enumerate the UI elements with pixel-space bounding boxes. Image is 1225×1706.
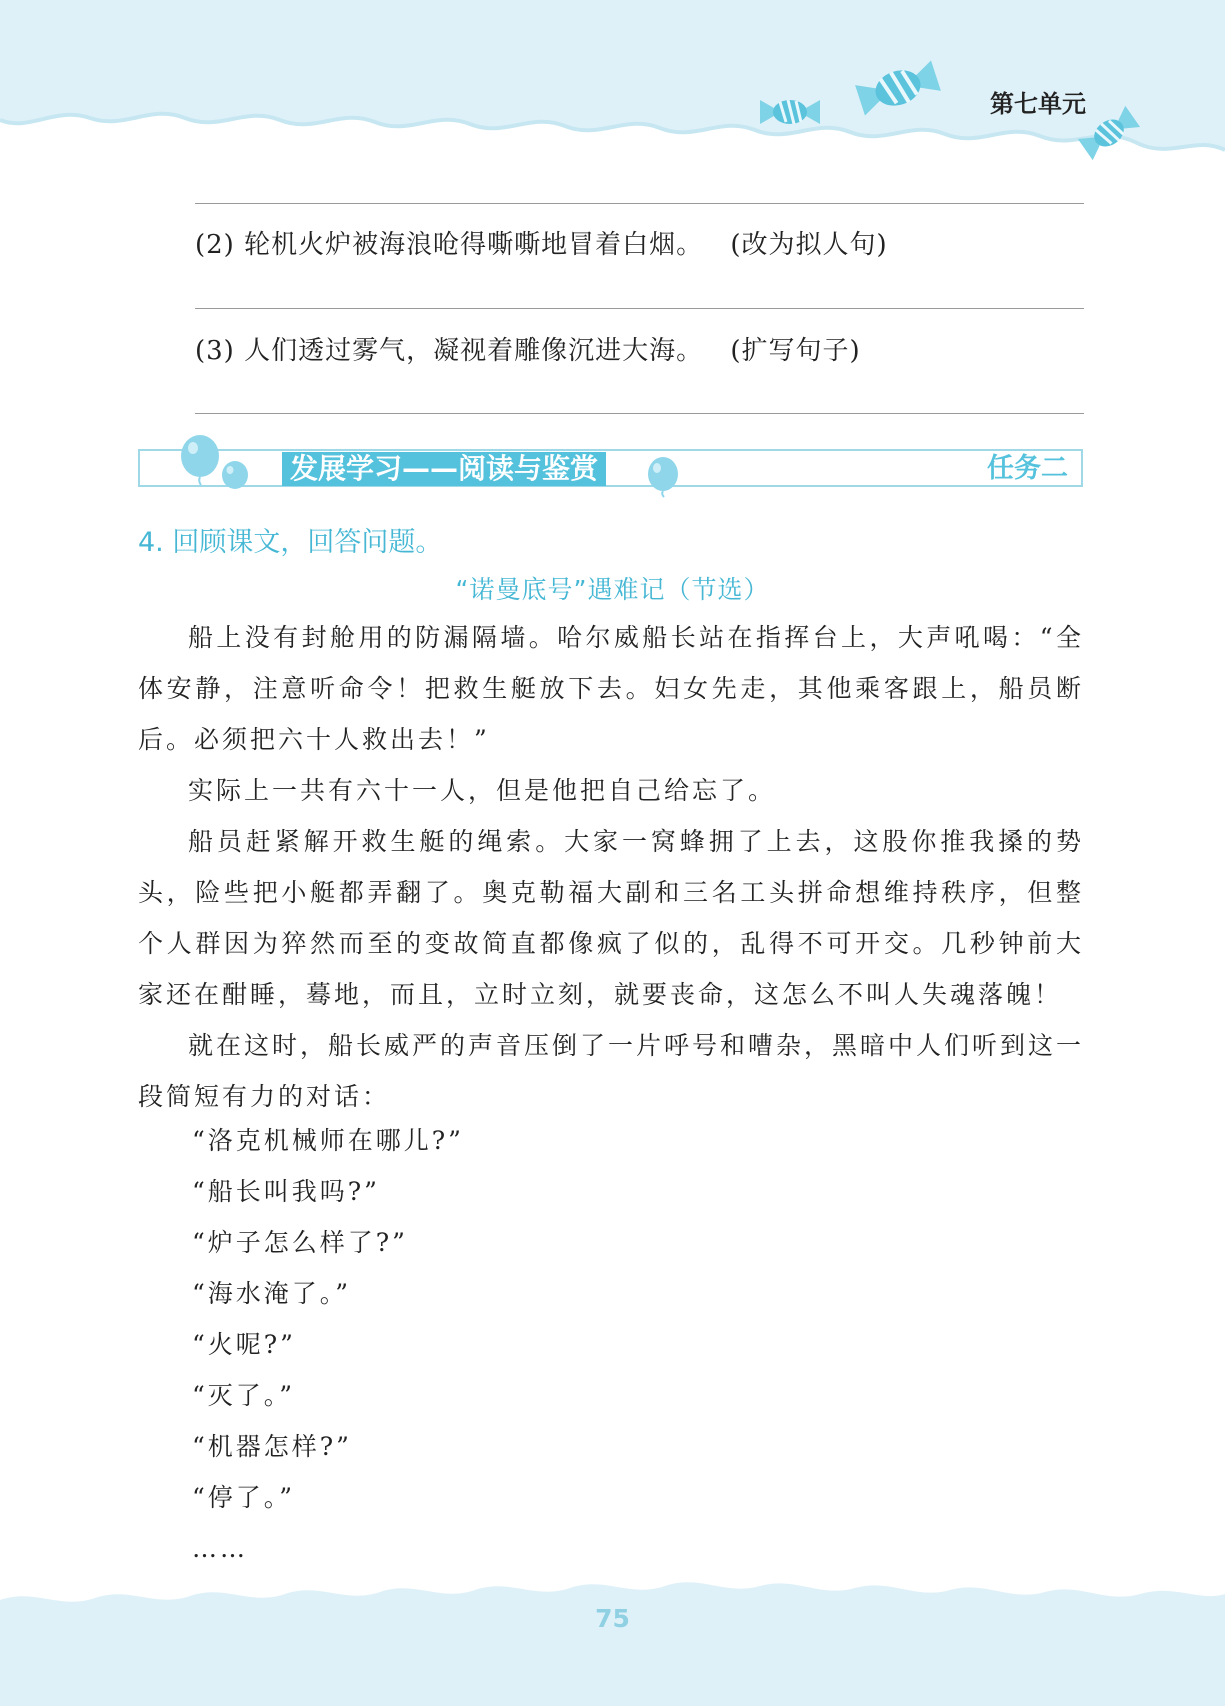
dialog-line: “海水淹了。”: [192, 1279, 352, 1308]
exercise-item: [195, 224, 888, 261]
exercise-item: [195, 330, 861, 367]
dialog-block: [192, 1115, 464, 1574]
answer-line[interactable]: [195, 413, 1084, 414]
dialog-line: “机器怎样?”: [192, 1432, 352, 1461]
dialog-line: “停了。”: [192, 1483, 296, 1512]
section-banner-task: 任务二: [987, 453, 1068, 484]
balloon-icon: [645, 456, 681, 498]
passage-title: “诺曼底号”遇难记（节选）: [455, 575, 770, 604]
passage-paragraph: 实际上一共有六十一人，但是他把自己给忘了。: [188, 776, 777, 805]
exercise-label: (2): [195, 230, 235, 260]
page-number: 75: [595, 1604, 630, 1633]
bottom-wave-decoration: [0, 1580, 1225, 1706]
answer-line[interactable]: [195, 308, 1084, 309]
section-banner-label: 发展学习——阅读与鉴赏: [282, 452, 606, 486]
dialog-line: “灭了。”: [192, 1381, 296, 1410]
answer-line[interactable]: [195, 203, 1084, 204]
exercise-label: (3): [195, 336, 235, 366]
dialog-line: “船长叫我吗?”: [192, 1177, 380, 1206]
exercise-hint: (扩写句子): [730, 336, 861, 366]
balloon-icon: [178, 434, 222, 486]
exercise-text: 轮机火炉被海浪呛得嘶嘶地冒着白烟。: [244, 230, 704, 260]
exercise-hint: (改为拟人句): [730, 230, 888, 260]
unit-title: 第七单元: [990, 90, 1086, 118]
passage-body: [138, 612, 1084, 1122]
dialog-line: “炉子怎么样了?”: [192, 1228, 408, 1257]
passage-paragraph: 船员赶紧解开救生艇的绳索。大家一窝蜂拥了上去，这股你推我搡的势头，险些把小艇都弄翻了。奥克勒福大副和三名工头拼命想维持秩序，但整个人群因为猝然而至的变故简直都像疯了似的，乱得不可开交。几秒钟前大家还在酣睡，蓦地，而且，立时立刻，就要丧命，这怎么不叫人失魂落魄！: [138, 827, 1084, 1009]
dialog-line: “火呢?”: [192, 1330, 296, 1359]
dialog-line: ……: [192, 1534, 248, 1563]
passage-paragraph: 船上没有封舱用的防漏隔墙。哈尔威船长站在指挥台上，大声吼喝：“全体安静，注意听命令！把救生艇放下去。妇女先走，其他乘客跟上，船员断后。必须把六十人救出去！”: [138, 623, 1084, 754]
section-banner: [138, 449, 1083, 487]
candy-icon: [760, 92, 820, 132]
exercise-text: 人们透过雾气，凝视着雕像沉进大海。: [244, 336, 704, 366]
passage-paragraph: 就在这时，船长威严的声音压倒了一片呼号和嘈杂，黑暗中人们听到这一段简短有力的对话：: [138, 1031, 1085, 1111]
question-heading: 4. 回顾课文，回答问题。: [138, 527, 443, 558]
dialog-line: “洛克机械师在哪儿?”: [192, 1126, 464, 1155]
balloon-icon: [220, 460, 250, 494]
